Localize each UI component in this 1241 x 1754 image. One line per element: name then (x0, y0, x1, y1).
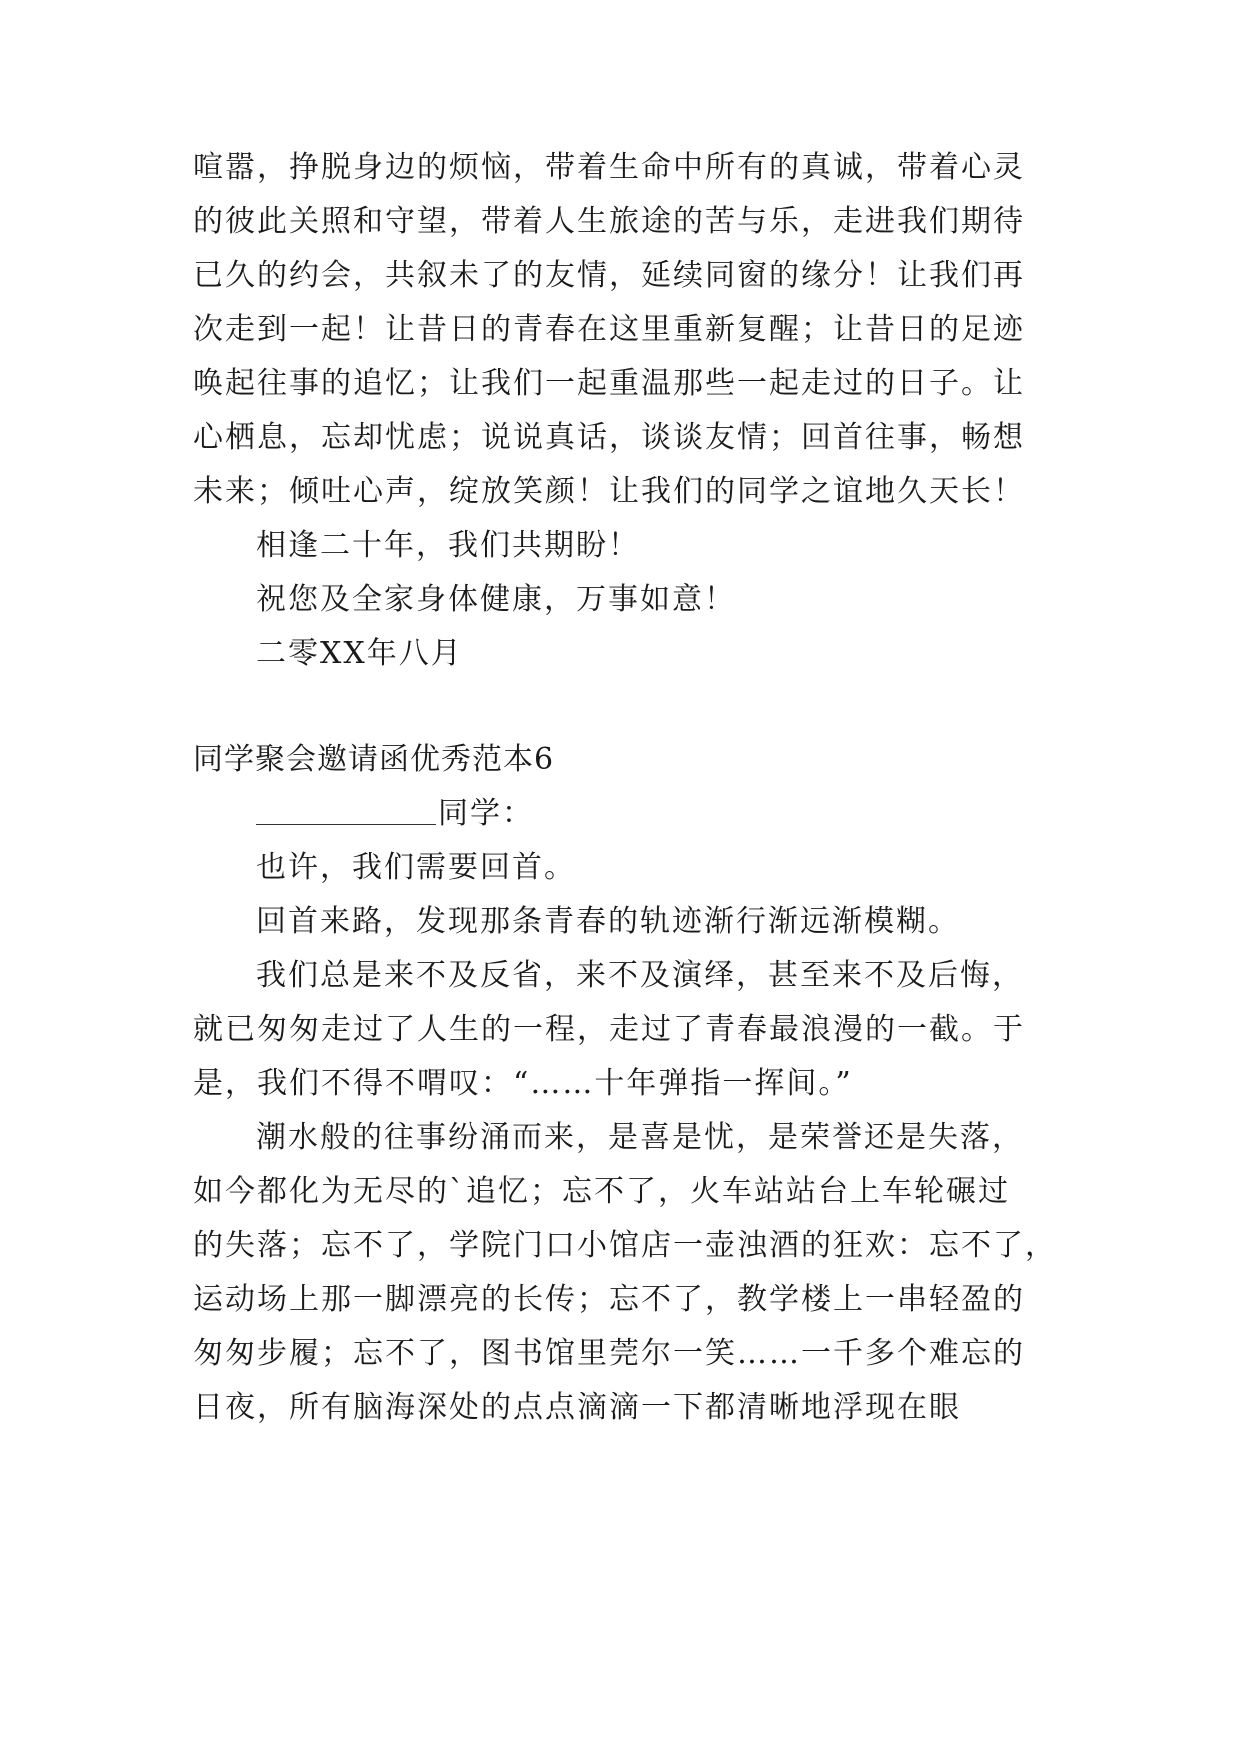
paragraph-line: 心栖息，忘却忧虑；说说真话，谈谈友情；回首往事，畅想 (193, 420, 1025, 455)
paragraph-line: 潮水般的往事纷涌而来，是喜是忧，是荣誉还是失落， (256, 1120, 1024, 1155)
paragraph-line: 的失落；忘不了，学院门口小馆店一壶浊酒的狂欢：忘不了， (193, 1228, 1057, 1263)
paragraph-line: 次走到一起！让昔日的青春在这里重新复醒；让昔日的足迹 (193, 312, 1025, 347)
section-title: 同学聚会邀请函优秀范本6 (193, 742, 555, 777)
paragraph-line: 我们总是来不及反省，来不及演绎，甚至来不及后悔， (256, 958, 1024, 993)
paragraph-line: 运动场上那一脚漂亮的长传；忘不了，教学楼上一串轻盈的 (193, 1282, 1025, 1317)
salutation (256, 794, 534, 834)
closing-line: 相逢二十年，我们共期盼！ (256, 528, 640, 563)
name-blank (256, 794, 436, 825)
paragraph-line: 已久的约会，共叙未了的友情，延续同窗的缘分！让我们再 (193, 258, 1025, 293)
salutation-text: 同学： (438, 796, 534, 831)
paragraph-line: 如今都化为无尽的`追忆；忘不了，火车站站台上车轮碾过 (193, 1174, 1010, 1209)
paragraph-line: 喧嚣，挣脱身边的烦恼，带着生命中所有的真诚，带着心灵 (193, 150, 1025, 185)
paragraph-line: 是，我们不得不喟叹：“……十年弹指一挥间。” (193, 1066, 853, 1101)
paragraph-line: 未来；倾吐心声，绽放笑颜！让我们的同学之谊地久天长！ (193, 474, 1025, 509)
paragraph-line: 日夜，所有脑海深处的点点滴滴一下都清晰地浮现在眼 (193, 1390, 961, 1425)
paragraph-line: 也许，我们需要回首。 (256, 850, 576, 885)
paragraph-line: 匆匆步履；忘不了，图书馆里莞尔一笑……一千多个难忘的 (193, 1336, 1025, 1371)
paragraph-line: 的彼此关照和守望，带着人生旅途的苦与乐，走进我们期待 (193, 204, 1025, 239)
paragraph-line: 回首来路，发现那条青春的轨迹渐行渐远渐模糊。 (256, 904, 960, 939)
closing-line: 祝您及全家身体健康，万事如意！ (256, 582, 736, 617)
paragraph-line: 唤起往事的追忆；让我们一起重温那些一起走过的日子。让 (193, 366, 1025, 401)
closing-date: 二零XX年八月 (256, 636, 463, 671)
paragraph-line: 就已匆匆走过了人生的一程，走过了青春最浪漫的一截。于 (193, 1012, 1025, 1047)
